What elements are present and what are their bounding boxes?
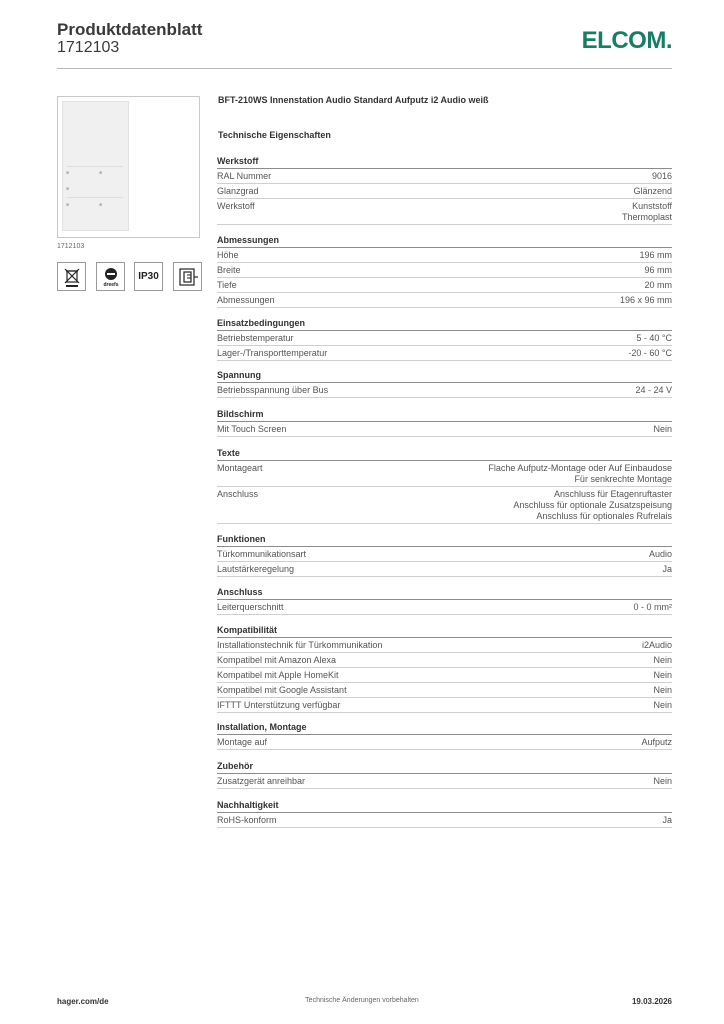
row-value: 9016 [651,171,672,181]
header-divider [57,68,672,69]
row-label: Mit Touch Screen [217,424,287,434]
table-row [217,600,672,615]
section-anschluss [217,586,672,615]
table-row [217,653,672,668]
row-label: Kompatibel mit Google Assistant [217,685,347,695]
row-value: 24 - 24 V [635,385,672,395]
section-heading: Kompatibilität [217,624,672,638]
row-value: Flache Aufputz-Montage oder Auf Einbaudose Für senkrechte Montage [488,463,672,484]
table-row [217,184,672,199]
article-number: 1712103 [57,39,120,56]
section-nachhaltigkeit [217,799,672,828]
section-spannung [217,369,672,398]
row-value: 20 mm [644,280,672,290]
footer-date: 19.03.2026 [631,997,672,1006]
section-heading: Abmessungen [217,234,672,248]
table-row [217,199,672,225]
row-label: RoHS-konform [217,815,277,825]
row-label: Montageart [217,463,263,473]
row-label: Installationstechnik für Türkommunikation [217,640,383,650]
table-row [217,774,672,789]
weee-icon [57,262,86,291]
table-row [217,638,672,653]
row-value: i2Audio [641,640,672,650]
row-value: Ja [662,564,672,574]
row-value: Glänzend [633,186,672,196]
section-kompatibilitaet [217,624,672,713]
section-einsatzbedingungen [217,317,672,361]
section-installation-montage [217,721,672,750]
section-werkstoff [217,155,672,225]
document-title: Produktdatenblatt [57,20,203,39]
row-label: Betriebstemperatur [217,333,294,343]
table-row [217,668,672,683]
section-heading: Anschluss [217,586,672,600]
row-value: Kunststoff Thermoplast [621,201,672,222]
row-label: Türkommunikationsart [217,549,307,559]
row-value: Nein [653,670,672,680]
row-label: Kompatibel mit Amazon Alexa [217,655,337,665]
table-row [217,422,672,437]
section-funktionen [217,533,672,577]
table-row [217,547,672,562]
technical-properties-heading: Technische Eigenschaften [218,130,331,140]
row-value: 0 - 0 mm² [633,602,672,612]
row-label: Abmessungen [217,295,275,305]
table-row [217,278,672,293]
row-label: IFTTT Unterstützung verfügbar [217,700,341,710]
row-label: Lager-/Transporttemperatur [217,348,328,358]
row-label: Glanzgrad [217,186,259,196]
elcom-logo: ELCOM. [581,27,672,54]
section-heading: Werkstoff [217,155,672,169]
table-row [217,263,672,278]
section-heading: Zubehör [217,760,672,774]
ip30-badge: IP30 [134,262,163,291]
row-label: Leiterquerschnitt [217,602,284,612]
row-value: Nein [653,700,672,710]
row-value: 5 - 40 °C [636,333,672,343]
row-label: Breite [217,265,241,275]
row-value: Nein [653,776,672,786]
table-row [217,293,672,308]
table-row [217,248,672,263]
table-row [217,346,672,361]
image-caption: 1712103 [57,243,85,250]
row-value: 96 mm [644,265,672,275]
table-row [217,683,672,698]
intercom-device-illustration: ■ ■ ■ ■ ■ [62,101,129,231]
table-row [217,461,672,487]
footer-disclaimer: Technische Änderungen vorbehalten [305,997,419,1004]
section-heading: Bildschirm [217,408,672,422]
section-heading: Installation, Montage [217,721,672,735]
section-texte [217,447,672,524]
footer-website-link[interactable]: hager.com/de [57,997,109,1006]
section-zubehoer [217,760,672,789]
section-bildschirm [217,408,672,437]
row-label: Zusatzgerät anreihbar [217,776,306,786]
row-value: Nein [653,685,672,695]
table-row [217,813,672,828]
row-label: Kompatibel mit Apple HomeKit [217,670,339,680]
row-label: RAL Nummer [217,171,272,181]
surface-mount-icon [173,262,202,291]
row-label: Höhe [217,250,239,260]
table-row [217,331,672,346]
table-row [217,169,672,184]
dreefs-label: dreefs [102,281,119,288]
row-value: -20 - 60 °C [628,348,672,358]
row-value: 196 mm [639,250,672,260]
row-value: Ja [662,815,672,825]
product-title: BFT-210WS Innenstation Audio Standard Aufputz i2 Audio weiß [218,95,489,105]
section-heading: Funktionen [217,533,672,547]
row-value: 196 x 96 mm [619,295,672,305]
row-label: Montage auf [217,737,268,747]
dreefs-icon [96,262,125,291]
section-heading: Nachhaltigkeit [217,799,672,813]
row-value: Audio [648,549,672,559]
section-heading: Einsatzbedingungen [217,317,672,331]
section-heading: Texte [217,447,672,461]
row-label: Werkstoff [217,201,255,211]
row-value: Aufputz [641,737,672,747]
row-label: Tiefe [217,280,237,290]
table-row [217,383,672,398]
row-label: Anschluss [217,489,259,499]
section-heading: Spannung [217,369,672,383]
table-row [217,698,672,713]
row-value: Anschluss für Etagenruftaster Anschluss für optionale Zusatzspeisung Anschluss für optionales Rufrelais [513,489,672,521]
row-label: Betriebsspannung über Bus [217,385,329,395]
table-row [217,562,672,577]
row-value: Nein [653,655,672,665]
table-row [217,735,672,750]
section-abmessungen [217,234,672,308]
product-image [57,96,200,238]
row-label: Lautstärkeregelung [217,564,295,574]
table-row [217,487,672,524]
row-value: Nein [653,424,672,434]
